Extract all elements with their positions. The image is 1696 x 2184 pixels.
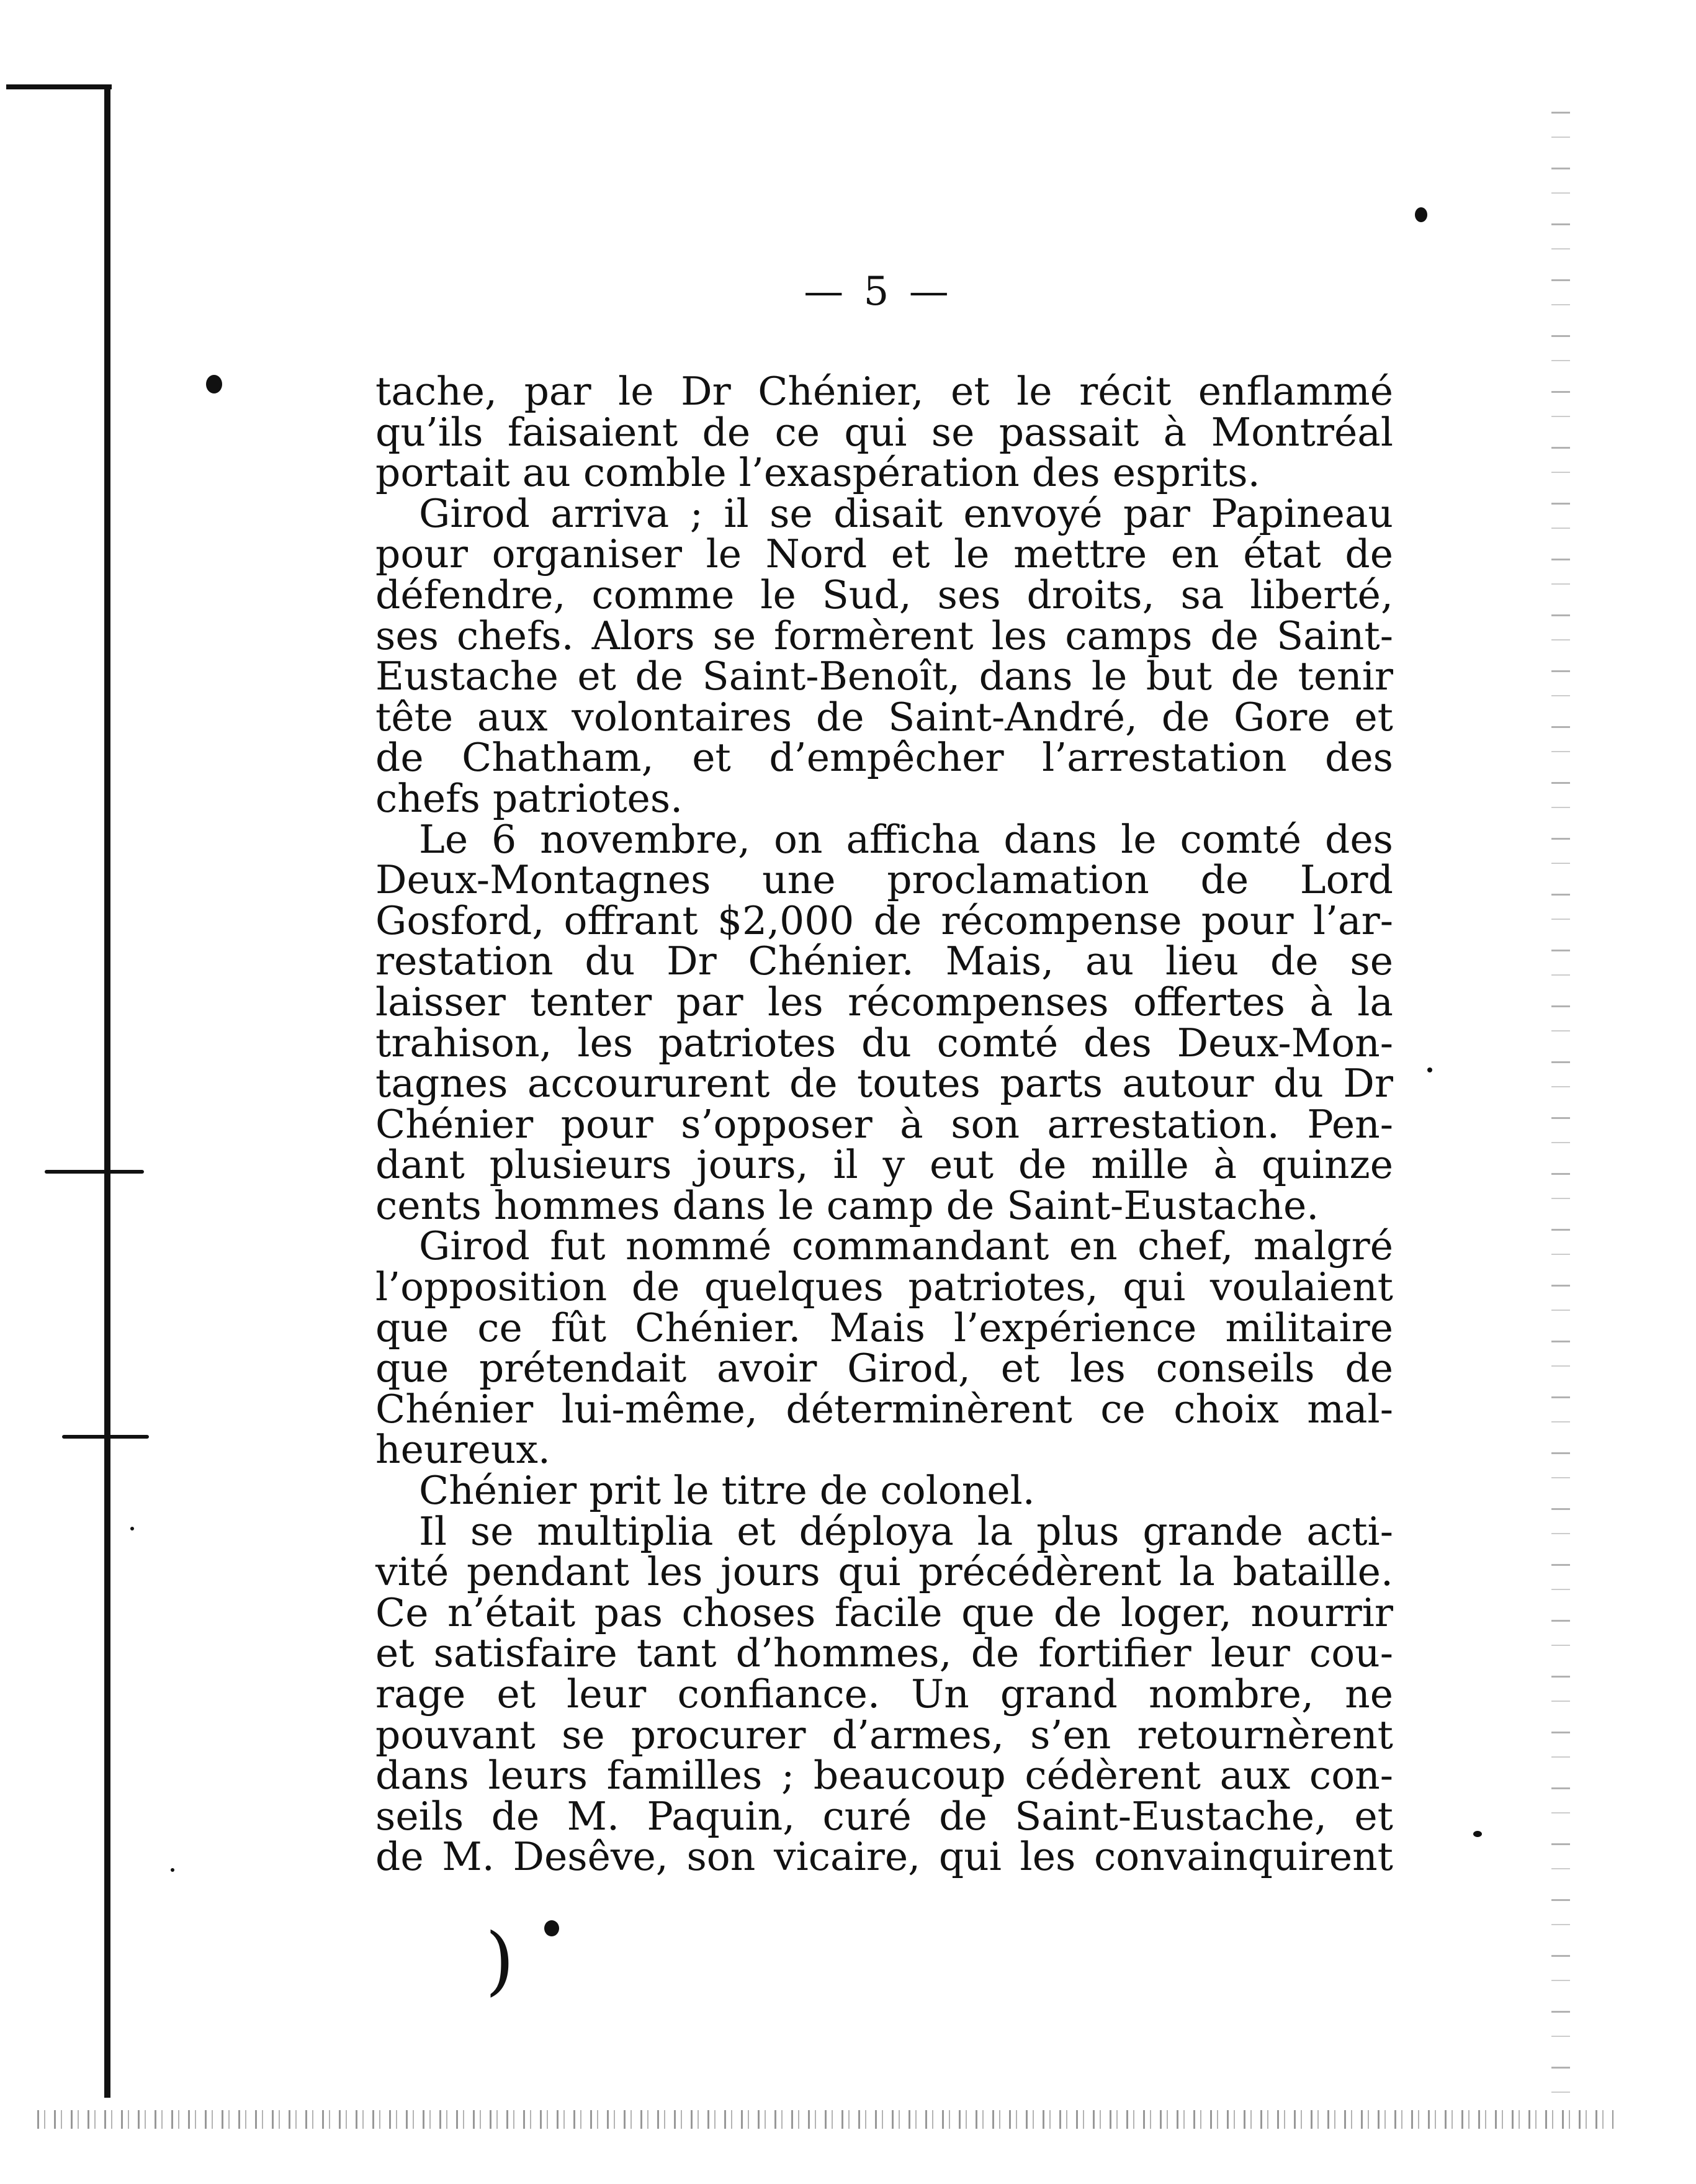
text-line: Chénier pour s’opposer à son arrestation. Pen- <box>375 1101 1393 1147</box>
text-line: défendre, comme le Sud, ses droits, sa liberté, <box>375 572 1393 618</box>
ink-speck <box>130 1527 134 1530</box>
text-line: Girod fut nommé commandant en chef, malgré <box>419 1223 1393 1269</box>
text-line: que prétendait avoir Girod, et les conseils de <box>375 1346 1393 1391</box>
text-line: laisser tenter par les récompenses offertes à la <box>375 979 1393 1025</box>
ink-speck <box>544 1920 559 1936</box>
text-line: restation du Dr Chénier. Mais, au lieu de se <box>375 938 1393 984</box>
edge-noise-bottom <box>37 2110 1613 2129</box>
text-line: pour organiser le Nord et le mettre en état de <box>375 531 1393 577</box>
text-line: de M. Desêve, son vicaire, qui les convainquirent <box>375 1834 1393 1880</box>
page-number: — 5 — <box>804 269 953 315</box>
text-line: pouvant se procurer d’armes, s’en retournèrent <box>375 1712 1393 1758</box>
text-line: Eustache et de Saint-Benoît, dans le but de tenir <box>375 654 1393 699</box>
text-line: heureux. <box>375 1427 550 1473</box>
text-line: trahison, les patriotes du comté des Deux-Mon- <box>375 1020 1393 1066</box>
text-line: Deux-Montagnes une proclamation de Lord <box>375 857 1393 903</box>
text-line: portait au comble l’exaspération des esprits. <box>375 450 1260 496</box>
text-line: l’opposition de quelques patriotes, qui voulaient <box>375 1264 1393 1310</box>
binding-edge-top <box>6 84 112 89</box>
text-line: tagnes accoururent de toutes parts autour du Dr <box>375 1061 1393 1107</box>
text-line: seils de M. Paquin, curé de Saint-Eustache, et <box>375 1793 1393 1839</box>
body-text <box>375 369 1393 1880</box>
text-line: Gosford, offrant $2,000 de récompense pour l’ar- <box>375 897 1393 943</box>
text-line: tête aux volontaires de Saint-André, de Gore et <box>375 694 1393 740</box>
ink-speck <box>1473 1831 1482 1837</box>
text-line: tache, par le Dr Chénier, et le récit enflammé <box>375 369 1393 414</box>
text-line: Ce n’était pas choses facile que de loger, nourrir <box>375 1589 1393 1635</box>
ink-speck <box>1427 1067 1432 1072</box>
text-line: que ce fût Chénier. Mais l’expérience militaire <box>375 1305 1393 1350</box>
text-line: Chénier prit le titre de colonel. <box>419 1468 1035 1514</box>
text-line: vité pendant les jours qui précédèrent la bataille. <box>375 1549 1393 1595</box>
text-line: qu’ils faisaient de ce qui se passait à Montréal <box>375 409 1393 455</box>
binding-edge <box>104 87 110 2098</box>
text-line: dant plusieurs jours, il y eut de mille à quinze <box>375 1142 1393 1188</box>
ink-speck <box>206 375 222 393</box>
text-line: Chénier lui-même, déterminèrent ce choix mal- <box>375 1386 1393 1432</box>
pencil-mark: ) <box>485 1918 514 2004</box>
text-line: Girod arriva ; il se disait envoyé par Papineau <box>419 490 1393 536</box>
text-line: Il se multiplia et déploya la plus grande acti- <box>419 1508 1393 1554</box>
text-line: ses chefs. Alors se formèrent les camps de Saint- <box>375 613 1393 658</box>
text-line: rage et leur confiance. Un grand nombre, ne <box>375 1671 1393 1717</box>
text-line: et satisfaire tant d’hommes, de fortifier leur cou- <box>375 1630 1393 1676</box>
ink-speck <box>171 1868 174 1872</box>
text-line: de Chatham, et d’empêcher l’arrestation des <box>375 735 1393 781</box>
text-line: Le 6 novembre, on afficha dans le comté des <box>419 816 1393 862</box>
text-line: dans leurs familles ; beaucoup cédèrent aux con- <box>375 1753 1393 1799</box>
text-line: cents hommes dans le camp de Saint-Eustache. <box>375 1182 1319 1228</box>
edge-noise-right <box>1551 112 1570 2098</box>
ink-speck <box>1415 207 1427 222</box>
binding-clip-mark <box>45 1170 144 1174</box>
text-line: chefs patriotes. <box>375 775 683 821</box>
binding-clip-mark <box>62 1435 149 1439</box>
